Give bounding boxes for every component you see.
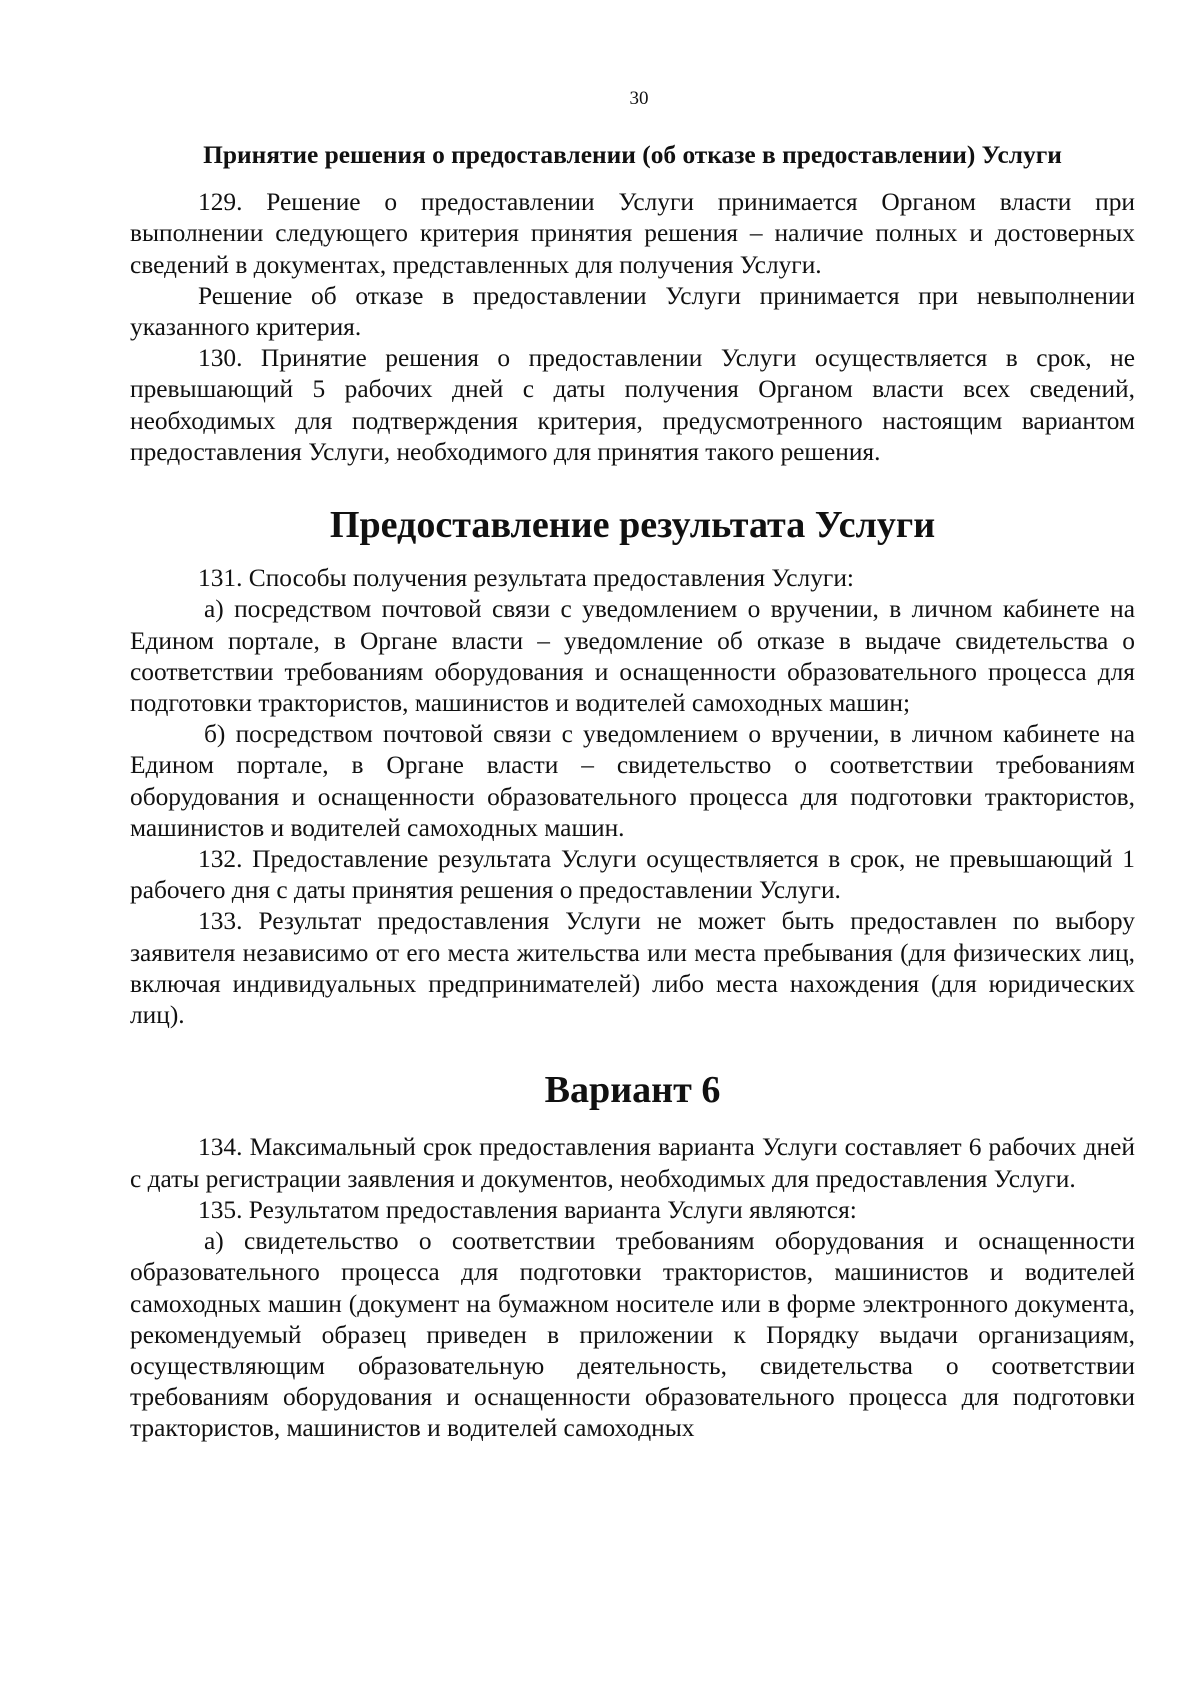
paragraph-129: 129. Решение о предоставлении Услуги принимается Органом власти при выполнении следующего критерия принятия решения – наличие полных и достоверных сведений в документах, представленных для получения Услуги. (130, 188, 1135, 279)
paragraph-131: 131. Способы получения результата предоставления Услуги: (198, 564, 854, 593)
paragraph-134: 134. Максимальный срок предоставления варианта Услуги составляет 6 рабочих дней с даты регистрации заявления и документов, необходимых для предоставления Услуги. (130, 1133, 1135, 1193)
paragraph-133: 133. Результат предоставления Услуги не может быть предоставлен по выбору заявителя независимо от его места жительства или места пребывания (для физических лиц, включая индивидуальных предпринимателей) либо места нахождения (для юридических лиц). (130, 907, 1135, 1030)
section-heading-result: Предоставление результата Услуги (329, 504, 936, 547)
section-heading-decision: Принятие решения о предоставлении (об отказе в предоставлении) Услуги (203, 141, 1062, 169)
page-number: 30 (629, 88, 649, 109)
paragraph-135: 135. Результатом предоставления варианта Услуги являются: (198, 1195, 857, 1224)
paragraph-129-refusal: Решение об отказе в предоставлении Услуги принимается при невыполнении указанного критерия. (130, 281, 1135, 342)
page-content (130, 132, 1135, 1445)
section-heading-variant-6: Вариант 6 (544, 1069, 721, 1112)
paragraph-132: 132. Предоставление результата Услуги осуществляется в срок, не превышающий 1 рабочего дня с даты принятия решения о предоставлении Услуги. (130, 845, 1135, 905)
paragraph-131-a: а) посредством почтовой связи с уведомлением о вручении, в личном кабинете на Едином портале, в Органе власти – уведомление об отказе в выдаче свидетельства о соответствии требованиям оборудования и оснащенности образовательного процесса для подготовки трактористов, машинистов и водителей самоходных машин; (130, 595, 1135, 718)
paragraph-131-b: б) посредством почтовой связи с уведомлением о вручении, в личном кабинете на Едином портале, в Органе власти – свидетельство о соответствии требованиям оборудования и оснащенности образовательного процесса для подготовки трактористов, машинистов и водителей самоходных машин. (130, 720, 1135, 842)
paragraph-130: 130. Принятие решения о предоставлении Услуги осуществляется в срок, не превышающий 5 рабочих дней с даты получения Органом власти всех сведений, необходимых для подтверждения критерия, предусмотренного настоящим вариантом предоставления Услуги, необходимого для принятия такого решения. (130, 344, 1135, 466)
paragraph-135-a: а) свидетельство о соответствии требованиям оборудования и оснащенности образовательного процесса для подготовки трактористов, машинистов и водителей самоходных машин (документ на бумажном носителе или в форме электронного документа, рекомендуемый образец приведен в приложении к Порядку выдачи организациям, осуществляющим образовательную деятельность, свидетельства о соответствии требованиям оборудования и оснащенности образовательного процесса для подготовки трактористов, машинистов и водителей самоходных (130, 1227, 1135, 1443)
